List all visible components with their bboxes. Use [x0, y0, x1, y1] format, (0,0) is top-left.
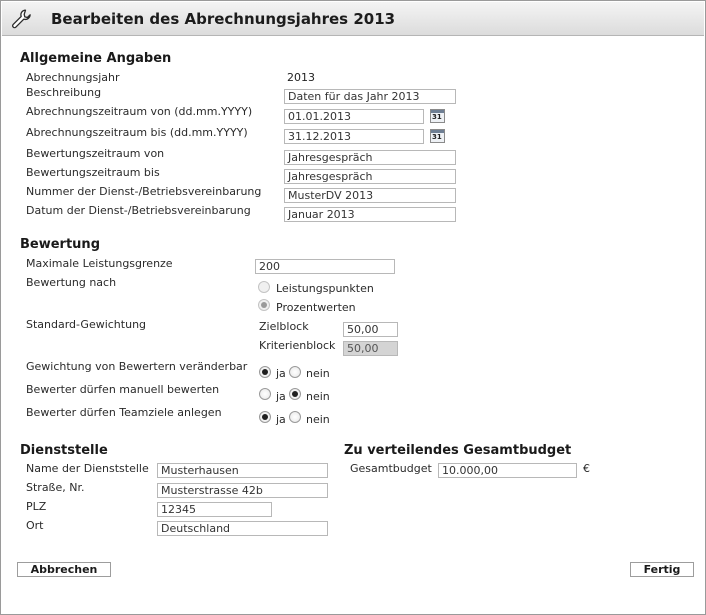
description-label: Beschreibung — [26, 86, 102, 99]
rate-by-percent-label: Prozentwerten — [276, 301, 356, 314]
total-budget-input[interactable]: 10.000,00 — [438, 463, 577, 478]
max-limit-label: Maximale Leistungsgrenze — [26, 257, 173, 270]
place-label: Ort — [26, 519, 44, 532]
section-budget-heading: Zu verteilendes Gesamtbudget — [344, 443, 572, 458]
max-limit-input[interactable]: 200 — [255, 259, 395, 274]
weight-changeable-yes-radio[interactable] — [259, 366, 271, 378]
weight-changeable-yes-label: ja — [276, 367, 286, 380]
agreement-number-input[interactable]: MusterDV 2013 — [284, 188, 456, 203]
agreement-number-label: Nummer der Dienst-/Betriebsvereinbarung — [26, 185, 262, 198]
team-goals-yes-radio[interactable] — [259, 411, 271, 423]
cancel-button[interactable]: Abbrechen — [17, 562, 111, 577]
description-input[interactable]: Daten für das Jahr 2013 — [284, 89, 456, 104]
agreement-date-input[interactable]: Januar 2013 — [284, 207, 456, 222]
year-value: 2013 — [287, 71, 315, 84]
manual-rating-no-radio[interactable] — [289, 388, 301, 400]
target-block-label: Zielblock — [259, 320, 309, 333]
rating-to-input[interactable]: Jahresgespräch — [284, 169, 456, 184]
agreement-date-label: Datum der Dienst-/Betriebsvereinbarung — [26, 204, 251, 217]
rate-by-points-radio[interactable] — [258, 281, 270, 293]
rate-by-points-label: Leistungspunkten — [276, 282, 374, 295]
total-budget-label: Gesamtbudget — [350, 462, 432, 475]
dialog-title: Bearbeiten des Abrechnungsjahres 2013 — [51, 10, 396, 28]
weight-changeable-no-label: nein — [306, 367, 330, 380]
rating-to-label: Bewertungszeitraum bis — [26, 166, 160, 179]
office-name-label: Name der Dienststelle — [26, 462, 149, 475]
manual-rating-yes-label: ja — [276, 390, 286, 403]
currency-symbol: € — [583, 462, 590, 475]
period-to-label: Abrechnungszeitraum bis (dd.mm.YYYY) — [26, 126, 248, 139]
calendar-icon[interactable]: 31 — [430, 129, 445, 143]
manual-rating-no-label: nein — [306, 390, 330, 403]
manual-rating-yes-radio[interactable] — [259, 388, 271, 400]
wrench-icon — [10, 8, 32, 30]
period-from-input[interactable]: 01.01.2013 — [284, 109, 424, 124]
weight-changeable-label: Gewichtung von Bewertern veränderbar — [26, 360, 248, 373]
team-goals-no-radio[interactable] — [289, 411, 301, 423]
street-label: Straße, Nr. — [26, 481, 85, 494]
weighting-label: Standard-Gewichtung — [26, 318, 147, 331]
team-goals-yes-label: ja — [276, 413, 286, 426]
section-rating-heading: Bewertung — [20, 237, 100, 252]
team-goals-no-label: nein — [306, 413, 330, 426]
street-input[interactable]: Musterstrasse 42b — [157, 483, 328, 498]
manual-rating-label: Bewerter dürfen manuell bewerten — [26, 383, 220, 396]
rate-by-percent-radio[interactable] — [258, 299, 270, 311]
year-label: Abrechnungsjahr — [26, 71, 120, 84]
period-to-input[interactable]: 31.12.2013 — [284, 129, 424, 144]
team-goals-label: Bewerter dürfen Teamziele anlegen — [26, 406, 222, 419]
rating-from-input[interactable]: Jahresgespräch — [284, 150, 456, 165]
place-input[interactable]: Deutschland — [157, 521, 328, 536]
calendar-icon[interactable]: 31 — [430, 109, 445, 123]
rating-from-label: Bewertungszeitraum von — [26, 147, 165, 160]
title-bar — [2, 2, 704, 36]
section-general-heading: Allgemeine Angaben — [20, 51, 172, 66]
zip-label: PLZ — [26, 500, 47, 513]
zip-input[interactable]: 12345 — [157, 502, 272, 517]
rate-by-label: Bewertung nach — [26, 276, 117, 289]
done-button[interactable]: Fertig — [630, 562, 694, 577]
criteria-block-input: 50,00 — [343, 341, 398, 356]
criteria-block-label: Kriterienblock — [259, 339, 336, 352]
office-name-input[interactable]: Musterhausen — [157, 463, 328, 478]
target-block-input[interactable]: 50,00 — [343, 322, 398, 337]
period-from-label: Abrechnungszeitraum von (dd.mm.YYYY) — [26, 105, 253, 118]
weight-changeable-no-radio[interactable] — [289, 366, 301, 378]
section-office-heading: Dienststelle — [20, 443, 108, 458]
